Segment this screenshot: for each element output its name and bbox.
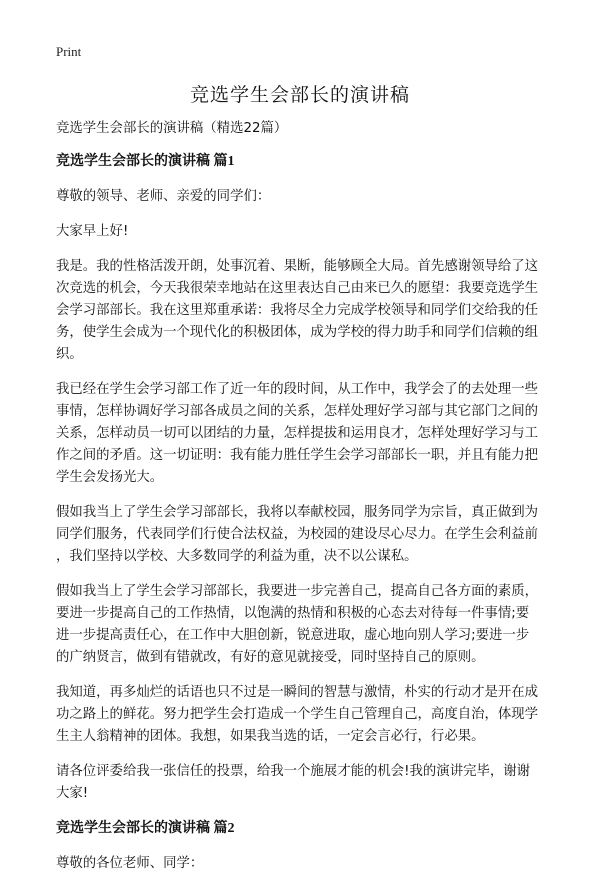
- text-line: 尊敬的各位老师、同学：: [56, 856, 204, 871]
- text-line: 进一步提高责任心，在工作中大胆创新，锐意进取，虚心地向别人学习;要进一步: [56, 628, 530, 643]
- text-line: 功之路上的鲜花。努力把学生会打造成一个学生自己管理自己，高度自治，体现学: [56, 707, 539, 722]
- paragraph: [56, 581, 560, 669]
- text-line: 我知道，再多灿烂的话语也只不过是一瞬间的智慧与激情，朴实的行动才是开在成: [56, 685, 539, 700]
- text-line: 生主人翁精神的团体。我想，如果我当选的话，一定会言必行，行必果。: [56, 729, 485, 744]
- document-body: [56, 118, 560, 888]
- text-line: 作之间的矛盾。这一切证明：我有能力胜任学生会学习部部长一职，并且有能力把: [56, 448, 539, 463]
- text-line: 会学习部部长。我在这里郑重承诺：我将尽全力完成学校领导和同学们交给我的任: [56, 303, 539, 318]
- text-line: 尊敬的领导、老师、亲爱的同学们：: [56, 189, 271, 204]
- text-line: 事情，怎样协调好学习部各成员之间的关系，怎样处理好学习部与其它部门之间的: [56, 404, 539, 419]
- text-line: ，我们坚持以学校、大多数同学的利益为重，决不以公谋私。: [56, 549, 418, 564]
- text-line: 关系，怎样动员一切可以团结的力量，怎样提拔和运用良才，怎样处理好学习与工: [56, 426, 539, 441]
- text-line: 务，使学生会成为一个现代化的积极团体，成为学校的得力助手和同学们信赖的组: [56, 325, 539, 340]
- section-1: [56, 151, 560, 805]
- paragraph-greeting: [56, 853, 560, 875]
- text-line: 要进一步提高自己的工作热情，以饱满的热情和积极的心态去对待每一件事情;要: [56, 606, 530, 621]
- section-2: [56, 818, 560, 875]
- paragraph: [56, 379, 560, 489]
- section-heading: 竞选学生会部长的演讲稿 篇1: [56, 154, 235, 169]
- text-line: 织。: [56, 347, 83, 362]
- text-line: 学生会发扬光大。: [56, 470, 164, 485]
- section-heading: 竞选学生会部长的演讲稿 篇2: [56, 821, 235, 836]
- text-line: 我已经在学生会学习部工作了近一年的段时间，从工作中，我学会了的去处理一些: [56, 382, 539, 397]
- text-line: 假如我当上了学生会学习部部长，我要进一步完善自己，提高自己各方面的素质，: [56, 584, 539, 599]
- print-label: Print: [56, 44, 82, 59]
- paragraph: [56, 502, 560, 568]
- text-line: 同学们服务，代表同学们行使合法权益，为校园的建设尽心尽力。在学生会利益前: [56, 527, 539, 542]
- text-line: 大家!: [56, 786, 89, 801]
- paragraph: [56, 682, 560, 748]
- page-title: 竞选学生会部长的演讲稿: [189, 84, 410, 106]
- document-subtitle: 竞选学生会部长的演讲稿（精选22篇）: [56, 121, 288, 136]
- paragraph-salutation: [56, 221, 560, 243]
- text-line: 的广纳贤言，做到有错就改，有好的意见就接受，同时坚持自己的原则。: [56, 650, 485, 665]
- paragraph-greeting: [56, 186, 560, 208]
- paragraph: [56, 256, 560, 366]
- paragraph: [56, 761, 560, 805]
- text-line: 请各位评委给我一张信任的投票，给我一个施展才能的机会!我的演讲完毕，谢谢: [56, 764, 531, 779]
- text-line: 我是。我的性格活泼开朗，处事沉着、果断，能够顾全大局。首先感谢领导给了这: [56, 259, 539, 274]
- text-line: 假如我当上了学生会学习部部长，我将以奉献校园，服务同学为宗旨，真正做到为: [56, 505, 539, 520]
- text-line: 大家早上好!: [56, 224, 129, 239]
- text-line: 次竞选的机会，今天我很荣幸地站在这里表达自己由来已久的愿望：我要竞选学生: [56, 281, 539, 296]
